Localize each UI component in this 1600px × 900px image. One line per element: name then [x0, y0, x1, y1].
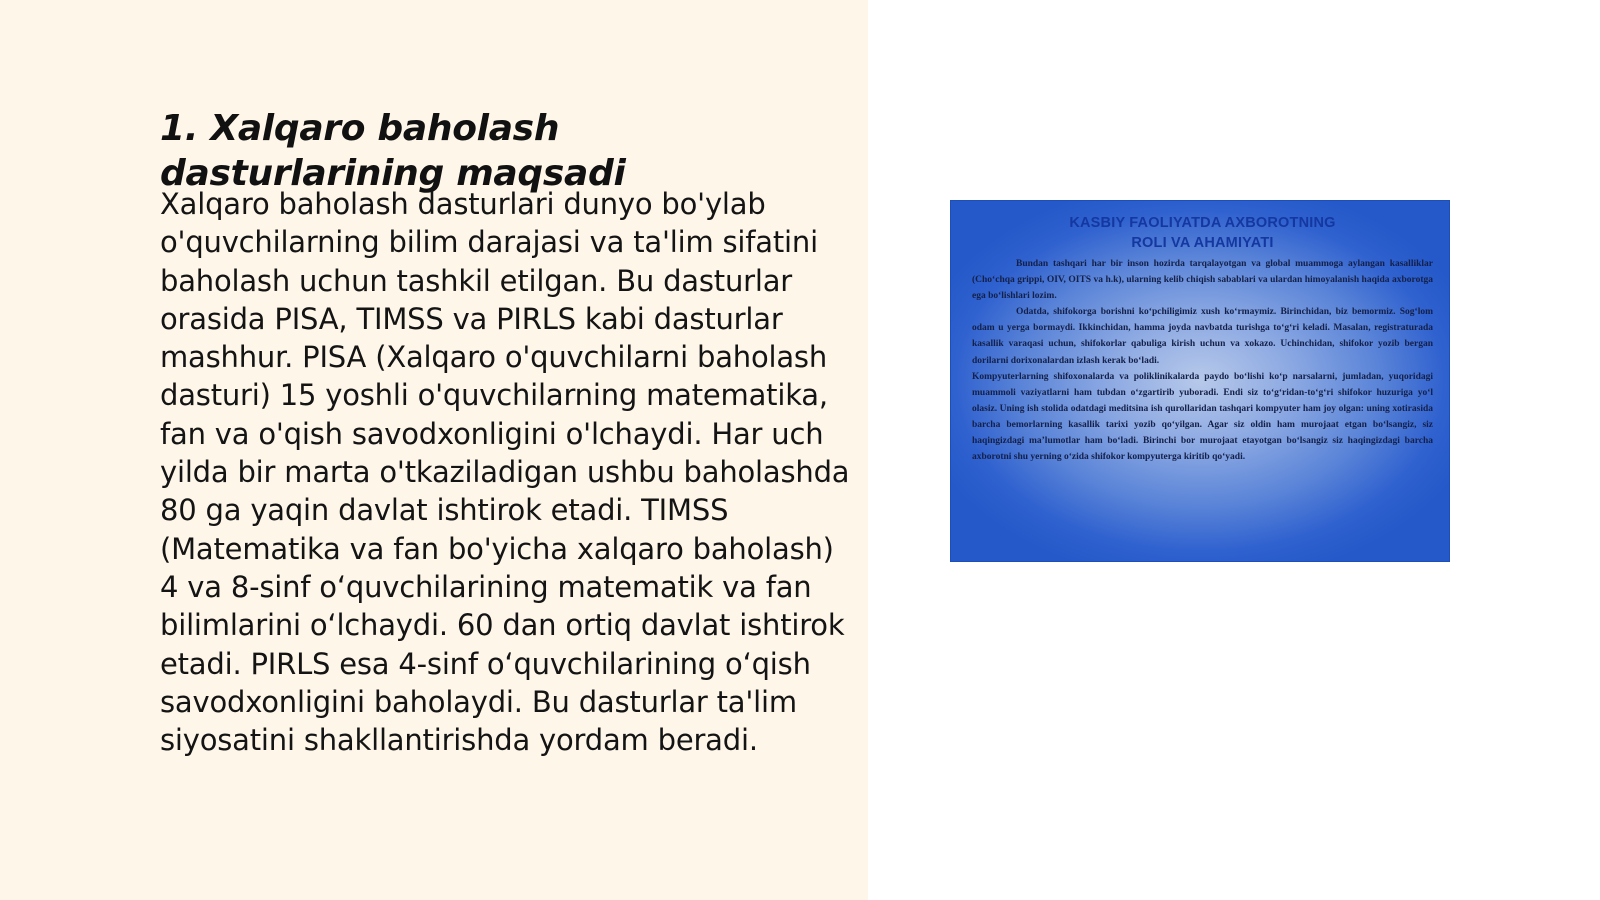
document-paragraph-1: Bundan tashqari har bir inson hozirda tarqalayotgan va global muammoga aylangan kasalliklar (Cho‘chqa grippi, OIV, OITS va h.k), ularning kelib chiqish sabablari va ulardan himoyalanish haqida axborotga ega bo‘lishlari lozim. — [972, 259, 1433, 302]
document-heading-line-1: KASBIY FAOLIYATDA AXBOROTNING — [1069, 215, 1336, 231]
document-heading — [972, 213, 1433, 253]
document-paragraph-3: Kompyuterlarning shifoxonalarda va poliklinikalarda paydo bo‘lishi ko‘p narsalarni, jumladan, yuqoridagi muammoli vaziyatlarni ham tubdan o‘zgartirib yuboradi. Endi siz to‘g‘ridan-to‘g‘ri shifokor huzuriga yo‘l olasiz. Uning ish stolida odatdagi meditsina ish qurollaridan tashqari kompyuter ham joy olgan: uning xotirasida barcha bemorlarning kasallik tarixi yozib qo‘yilgan. Agar siz oldin ham murojaat etgan bo‘lsangiz, siz haqingizdagi ma’lumotlar ham bo‘ladi. Birinchi bor murojaat etayotgan bo‘lsangiz siz haqingizdagi barcha axborotni shu yerning o‘zida shifokor kompyuterga kiritib qo‘yadi. — [972, 371, 1433, 463]
slide-body-text: Xalqaro baholash dasturlari dunyo bo'ylab o'quvchilarning bilim darajasi va ta'lim sifatini baholash uchun tashkil etilgan. Bu dasturlar orasida PISA, TIMSS va PIRLS kabi dasturlar mashhur. PISA (Xalqaro o'quvchilarni baholash dasturi) 15 yoshli o'quvchilarning matematika, fan va o'qish savodxonligini o'lchaydi. Har uch yilda bir marta o'tkaziladigan ushbu baholashda 80 ga yaqin davlat ishtirok etadi. TIMSS (Matematika va fan bo'yicha xalqaro baholash) 4 va 8-sinf oʻquvchilarining matematik va fan bilimlarini oʻlchaydi. 60 dan ortiq davlat ishtirok etadi. PIRLS esa 4-sinf oʻquvchilarining oʻqish savodxonligini baholaydi. Bu dasturlar ta'lim siyosatini shakllantirishda yordam beradi. — [160, 187, 850, 758]
document-scan-image — [950, 200, 1450, 562]
slide-title: 1. Xalqaro baholash dasturlarining maqsadi — [160, 108, 626, 194]
document-paragraph-2: Odatda, shifokorga borishni ko‘pchiligimiz xush ko‘rmaymiz. Birinchidan, biz bemormiz. Sog‘lom odam u yerga bormaydi. Ikkinchidan, hamma joyda navbatda turishga to‘g‘ri keladi. Masalan, registraturada kasallik varaqasi uchun, shifokorlar qabuliga kirish uchun va xokazo. Uchinchidan, shifokor yozib bergan dorilarni dorixonalardan izlash kerak bo‘ladi. — [972, 307, 1433, 366]
document-heading-line-2: ROLI VA AHAMIYATI — [1131, 235, 1274, 251]
